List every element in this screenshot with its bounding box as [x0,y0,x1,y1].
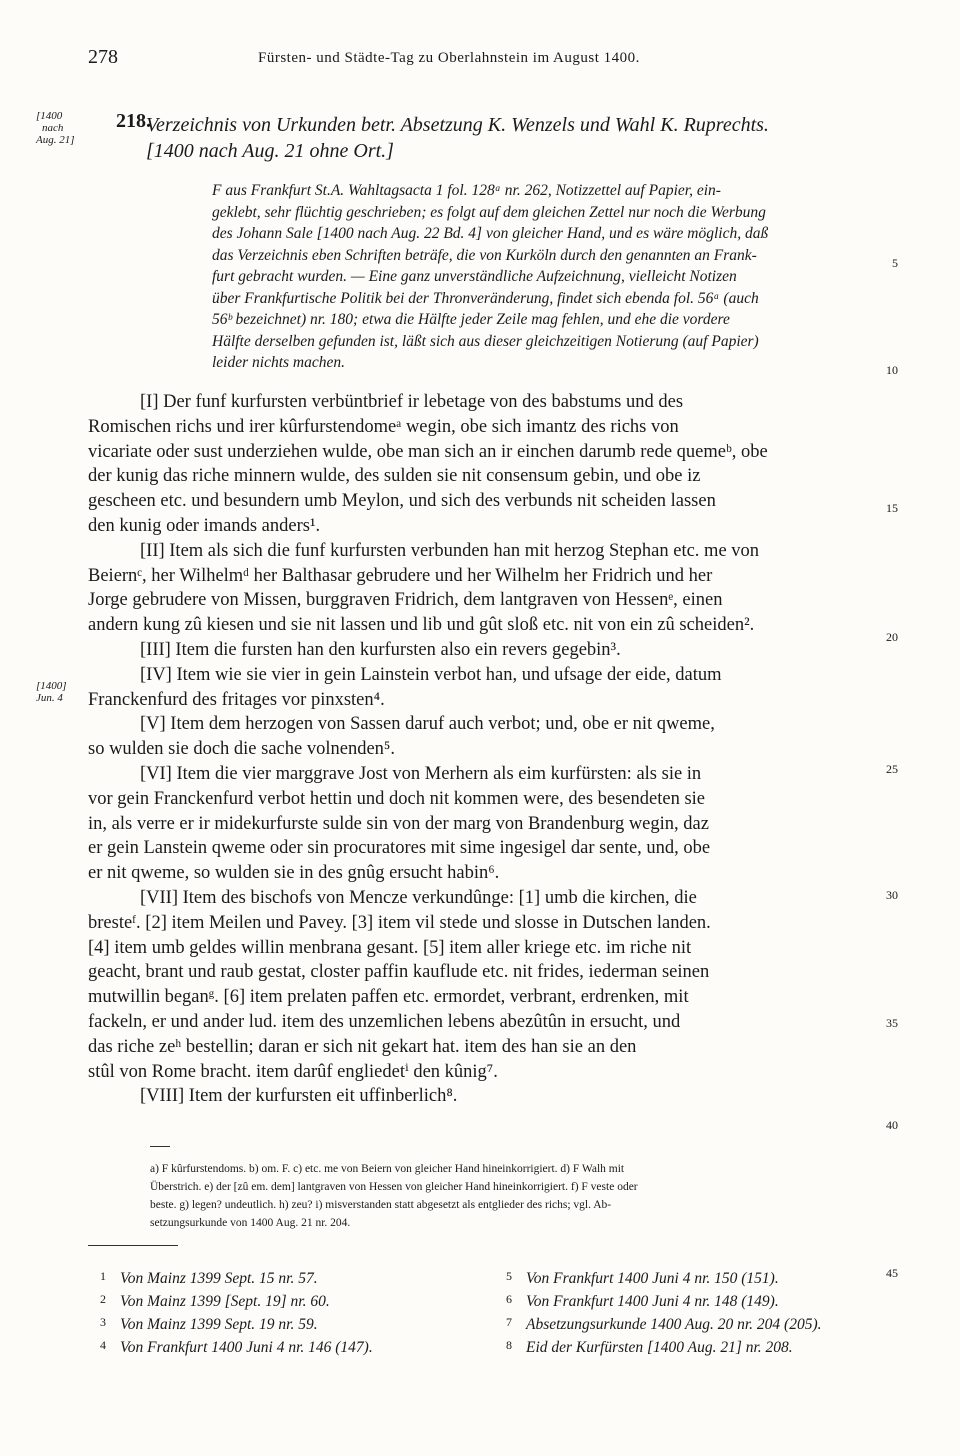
margin-date-note [36,680,67,704]
footnote [506,1312,886,1335]
entry-title-line: Verzeichnis von Urkunden betr. Absetzung K. Wenzels und Wahl K. Ruprechts. [146,114,769,136]
line-number: 15 [886,501,898,515]
entry-title [146,112,886,164]
line-number: 20 [886,630,898,644]
margin-date-line: nach [42,122,64,134]
text-line: [4] item umb geldes willin menbrana gesant. [5] item aller kriege etc. im riche nit [88,937,692,958]
text-line: der kunig das riche minnern wulde, des sulden sie nit consensum gebin, und obe iz [88,466,701,487]
text-line: gescheen etc. und besundern umb Meylon, und sich des verbunds nit scheiden lassen [88,491,716,512]
running-title: Fürsten- und Städte-Tag zu Oberlahnstein im August 1400. [258,50,640,66]
text-line: Romischen richs und irer kûrfurstendomeᵃ wegin, obe sich imantz des richs von [88,416,679,437]
footnote-text: Von Frankfurt 1400 Juni 4 nr. 146 (147). [120,1339,373,1356]
text-line: geacht, brant und raub gestat, closter paffin kauflude etc. nit frides, iederman seinen [88,962,710,983]
footnote-number: 7 [506,1315,512,1329]
text-line: in, als verre er ir midekurfurste sulde sin von der marg von Brandenburg wegin, daz [88,813,709,834]
text-line: so wulden sie doch die sache volnenden⁵. [88,739,395,760]
footnote-number: 4 [100,1338,106,1352]
text-line: [V] Item dem herzogen von Sassen daruf auch verbot; und, obe er nit qweme, [140,714,715,735]
text-line: andern kung zû kiesen und sie nit lassen und lib und gût sloß etc. nit von ein zû scheiden². [88,615,755,636]
text-line: er gein Lanstein qweme oder sin procuratores mit sime ingesigel dar sente, und, obe [88,838,711,859]
note-line: 56ᵇ bezeichnet) nr. 180; etwa die Hälfte jeder Zeile mag fehlen, und ehe die vordere [212,311,730,328]
text-line: mutwillin beganᵍ. [6] item prelaten paffen etc. ermordet, verbrant, erdrenken, mit [88,987,689,1008]
text-line: [II] Item als sich die funf kurfursten verbunden han mit herzog Stephan etc. me von [140,540,760,561]
footnote-rule [88,1245,178,1246]
note-line: Hälfte derselben gefunden ist, läßt sich aus dieser gleichzeitigen Notierung (auf Papier) [212,332,759,350]
text-line: er nit qweme, so wulden sie in des gnûg ersucht habin⁶. [88,863,500,884]
margin-date-line: Jun. 4 [36,692,63,704]
text-line: [I] Der funf kurfursten verbüntbrief ir lebetage von des babstums und des [140,392,684,412]
main-text [88,390,880,1109]
line-number: 40 [886,1118,898,1132]
line-number: 30 [886,888,898,902]
text-line: bresteᶠ. [2] item Meilen und Pavey. [3] item vil stede und slosse in Dutschen landen. [88,912,711,933]
variants-separator [150,1146,170,1147]
line-number: 45 [886,1266,898,1280]
page-number: 278 [88,46,118,68]
footnote [100,1312,480,1335]
intro-note [212,180,880,374]
text-line: Jorge gebrudere von Missen, burggraven Fridrich, dem lantgraven von Hessenᵉ, einen [88,590,723,611]
note-line: geklebt, sehr flüchtig geschrieben; es folgt auf dem gleichen Zettel nur noch die Werbung [212,203,766,221]
text-line: [VI] Item die vier marggrave Jost von Merhern als eim kurfürsten: als sie in [140,763,702,784]
variant-line: setzungsurkunde von 1400 Aug. 21 nr. 204. [150,1217,351,1229]
footnote [100,1335,480,1358]
footnote-number: 2 [100,1292,106,1306]
line-number: 10 [886,363,898,377]
footnote [100,1289,480,1312]
variant-line: Überstrich. e) der [zû em. dem] lantgraven von Hessen von gleicher Hand hineinkorrigiert. f) F veste oder [150,1181,638,1193]
footnote-number: 1 [100,1269,106,1283]
text-line: [IV] Item wie sie vier in gein Lainstein verbot han, und ufsage der eide, datum [140,664,722,685]
footnote-number: 6 [506,1292,512,1306]
note-line: des Johann Sale [1400 nach Aug. 22 Bd. 4] von gleicher Hand, und es wäre möglich, daß [212,225,769,242]
margin-date-line: [1400 [36,110,63,122]
footnote [506,1335,886,1358]
text-line: [III] Item die fursten han den kurfursten also ein revers gegebin³. [140,639,621,660]
text-line: Franckenfurd des fritages vor pinxsten⁴. [88,689,385,710]
text-line: fackeln, er und ander lud. item des unzemlichen lebens abezûtûn in ersucht, und [88,1011,681,1032]
footnotes-right [506,1266,886,1358]
note-line: das Verzeichnis eben Schriften beträfe, die von Kurköln durch den genannten an Frank- [212,246,757,264]
variant-apparatus [150,1160,880,1232]
footnote [506,1266,886,1289]
footnote-number: 3 [100,1315,106,1329]
text-line: das riche zeʰ bestellin; daran er sich nit gekart hat. item des han sie an den [88,1036,637,1057]
text-line: Beiernᶜ, her Wilhelmᵈ her Balthasar gebrudere und her Wilhelm her Fridrich und her [88,565,713,586]
note-line: F aus Frankfurt St.A. Wahltagsacta 1 fol. 128ᵃ nr. 262, Notizzettel auf Papier, ein- [212,182,721,199]
text-line: stûl von Rome bracht. item darûf engliedetⁱ den kûnig⁷. [88,1061,498,1082]
footnote [506,1289,886,1312]
footnotes-left [100,1266,480,1358]
footnote-text: Von Mainz 1399 Sept. 19 nr. 59. [120,1316,318,1333]
note-line: über Frankfurtische Politik bei der Thronveränderung, findet sich ebenda fol. 56ᵃ (auch [212,289,759,307]
footnote-number: 5 [506,1269,512,1283]
entry-number: 218. [116,110,151,132]
variant-line: beste. g) legen? undeutlich. h) zeu? i) misverstanden statt abgesetzt als entglieder des richs; vgl. Ab- [150,1199,612,1211]
footnote-text: Absetzungsurkunde 1400 Aug. 20 nr. 204 (205). [526,1316,822,1333]
text-line: [VIII] Item der kurfursten eit uffinberlich⁸. [140,1086,458,1107]
line-number: 5 [892,256,898,270]
footnote-text: Eid der Kurfürsten [1400 Aug. 21] nr. 208. [526,1339,793,1356]
footnote-text: Von Frankfurt 1400 Juni 4 nr. 150 (151). [526,1270,779,1287]
margin-date-line: [1400] [36,680,67,692]
line-number: 25 [886,762,898,776]
footnote-text: Von Mainz 1399 Sept. 15 nr. 57. [120,1270,318,1287]
entry-title-line: [1400 nach Aug. 21 ohne Ort.] [146,140,394,162]
margin-date-line: Aug. 21] [36,134,75,146]
text-line: vor gein Franckenfurd verbot hettin und doch nit kommen were, des besendeten sie [88,788,706,809]
line-number: 35 [886,1016,898,1030]
note-line: furt gebracht wurden. — Eine ganz unverständliche Aufzeichnung, vielleicht Notizen [212,268,737,285]
footnote-text: Von Frankfurt 1400 Juni 4 nr. 148 (149). [526,1293,779,1310]
footnote-number: 8 [506,1338,512,1352]
footnote [100,1266,480,1289]
note-line: leider nichts machen. [212,354,346,371]
margin-date-note [36,110,75,146]
text-line: [VII] Item des bischofs von Mencze verkundûnge: [1] umb die kirchen, die [140,887,697,908]
footnote-text: Von Mainz 1399 [Sept. 19] nr. 60. [120,1293,330,1310]
text-line: den kunig oder imands anders¹. [88,515,321,536]
text-line: vicariate oder sust underziehen wulde, obe man sich an ir einchen darumb rede quemeᵇ, obe [88,441,768,462]
variant-line: a) F kûrfurstendoms. b) om. F. c) etc. me von Beiern von gleicher Hand hineinkorrigiert. d) F Walh mit [150,1163,625,1175]
